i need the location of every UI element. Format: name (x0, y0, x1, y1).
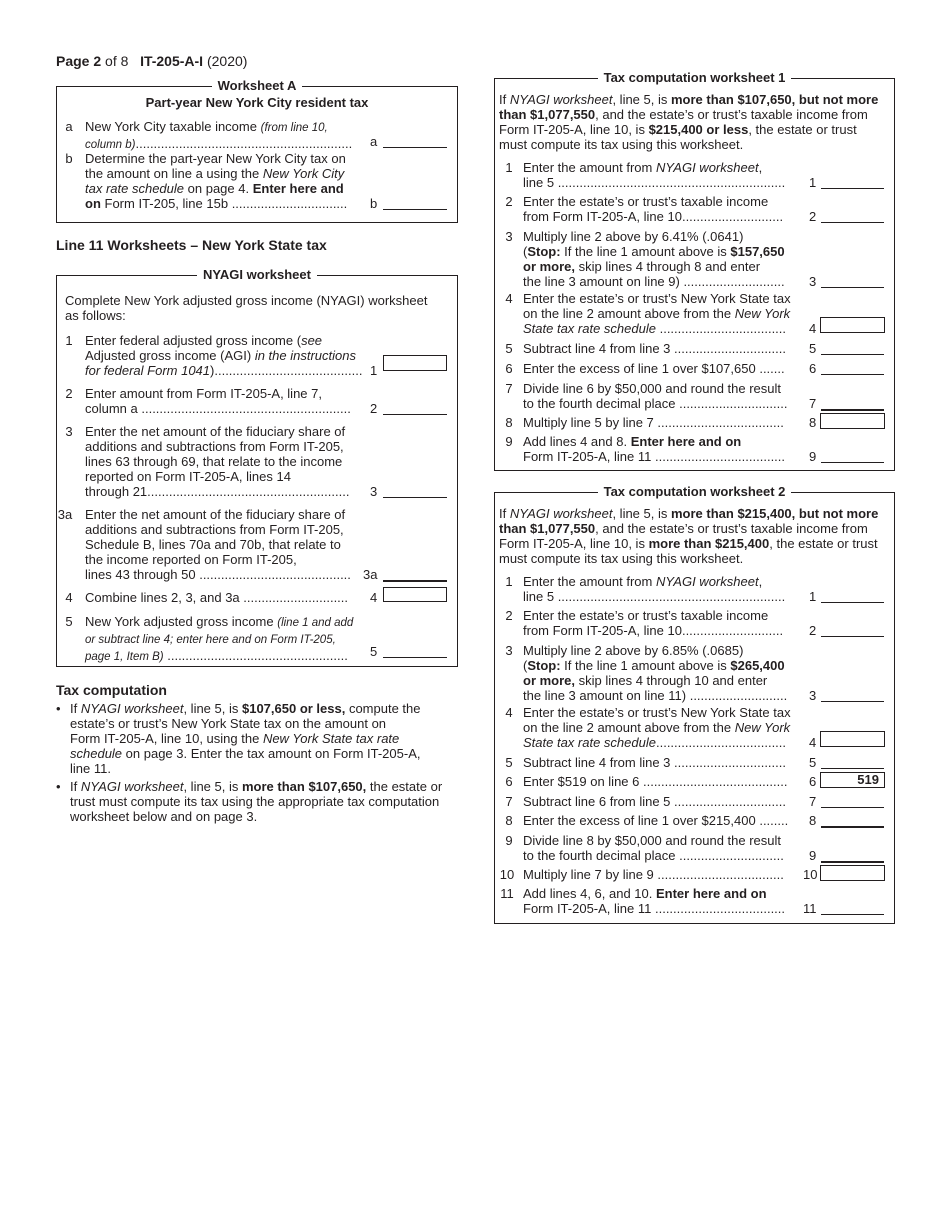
tax-computation-bullet-2: • If NYAGI worksheet, line 5, is more than $107,650, the estate or trust must compute its tax using the appropriate tax computation worksheet below and on page 3. (56, 779, 470, 824)
tcw2-line-9-field[interactable] (821, 860, 884, 863)
tcw1-line-6-field[interactable] (821, 373, 884, 375)
tcw1-intro: If NYAGI worksheet, line 5, is more than $107,650, but not more than $1,077,550, and the estate’s or trust’s taxable income from Form IT-205-A, line 10, is $215,400 or less, the estate or trust must compute its tax using this worksheet. (499, 92, 879, 152)
nyagi-line-1-field[interactable] (383, 355, 447, 371)
worksheet-a: Worksheet A Part-year New York City resident tax a New York City taxable income (from line 10, column b)............................................................ a b Determine the part-year New York City tax on the amount on line a using the New York City tax rate schedule on page 4. Enter here and on Form IT-205, line 15b ................................ b (56, 86, 458, 223)
tax-computation-worksheet-2: Tax computation worksheet 2 If NYAGI worksheet, line 5, is more than $215,400, but not more than $1,077,550, and the estate’s or trust’s taxable income from Form IT-205-A, line 10, is more than $215,400, the estate or trust must compute its tax using this worksheet. 1 Enter the amount from NYAGI worksheet, line 5 ............................................................... 1 2 Enter the estate’s or trust’s taxable income from Form IT-205-A, line 10............................ 2 3 Multiply line 2 above by 6.85% (.0685) (Stop: If the line 1 amount above is $265,400 or more, skip lines 4 through 10 and enter the line 3 amount on line 11) ........................... 3 4 Enter the estate’s or trust’s New York State tax on the line 2 amount above from the New York State tax rate schedule.................................... 4 5 Subtract line 4 from line 3 ............................... 5 6 Enter $519 on line 6 ........................................ 6 519 7 Subtract line 6 from line 5 ............................... 7 8 Enter the excess of line 1 over $215,400 ........ 8 9 Divide line 8 by $50,000 and round the result to the fourth decimal place ............................. 9 10 Multiply line 7 by line 9 ................................... 10 11 Add lines 4, 6, and 10. Enter here and on Form IT-205-A, line 11 .................................... 11 (494, 492, 895, 924)
tcw2-line-6-field[interactable]: 519 (820, 772, 885, 788)
tcw2-line-1-field[interactable] (821, 601, 884, 603)
tcw1-line-1-field[interactable] (821, 187, 884, 189)
worksheet-a-subtitle: Part-year New York City resident tax (145, 95, 369, 110)
form-year: (2020) (206, 53, 248, 69)
tcw2-line-11-field[interactable] (821, 913, 884, 915)
nyagi-line-3a-field[interactable] (383, 579, 447, 582)
nyagi-line-5-field[interactable] (383, 656, 447, 658)
tcw2-line-2-field[interactable] (821, 635, 884, 637)
tcw2-line-7-field[interactable] (821, 806, 884, 808)
page-number: Page 2 (56, 53, 102, 69)
nyagi-line-4-field[interactable] (383, 587, 447, 602)
tcw2-line-3-field[interactable] (821, 700, 884, 702)
nyagi-intro: Complete New York adjusted gross income (NYAGI) worksheet as follows: (65, 293, 428, 323)
tcw1-line-2-field[interactable] (821, 221, 884, 223)
tcw1-line-3-field[interactable] (821, 286, 884, 288)
tcw1-line-7-field[interactable] (821, 408, 884, 411)
nyagi-title: NYAGI worksheet (57, 267, 457, 283)
worksheet-a-title: Worksheet A (57, 78, 457, 94)
tcw1-line-5-field[interactable] (821, 353, 884, 355)
tax-computation-worksheet-1: Tax computation worksheet 1 If NYAGI worksheet, line 5, is more than $107,650, but not more than $1,077,550, and the estate’s or trust’s taxable income from Form IT-205-A, line 10, is $215,400 or less, the estate or trust must compute its tax using this worksheet. 1 Enter the amount from NYAGI worksheet, line 5 ............................................................... 1 2 Enter the estate’s or trust’s taxable income from Form IT-205-A, line 10............................ 2 3 Multiply line 2 above by 6.41% (.0641) (Stop: If the line 1 amount above is $157,650 or more, skip lines 4 through 8 and enter the line 3 amount on line 9) ............................ 3 4 Enter the estate’s or trust’s New York State tax on the line 2 amount above from the New York State tax rate schedule ................................... 4 5 Subtract line 4 from line 3 ............................... 5 6 Enter the excess of line 1 over $107,650 ....... 6 7 Divide line 6 by $50,000 and round the result to the fourth decimal place .............................. 7 8 Multiply line 5 by line 7 ................................... 8 9 Add lines 4 and 8. Enter here and on Form IT-205-A, line 11 .................................... 9 (494, 78, 895, 471)
nyagi-line-3-field[interactable] (383, 496, 447, 498)
tcw2-line-10-field[interactable] (820, 865, 885, 881)
tcw2-title: Tax computation worksheet 2 (495, 484, 894, 500)
nyagi-worksheet: NYAGI worksheet Complete New York adjusted gross income (NYAGI) worksheet as follows: 1 Enter federal adjusted gross income (see Adjusted gross income (AGI) in the instructions for federal Form 1041)......................................... 1 2 Enter amount from Form IT-205-A, line 7, column a .......................................................... 2 3 Enter the net amount of the fiduciary share of additions and subtractions from Form IT-205, lines 63 through 69, that relate to the income reported on Form IT-205-A, lines 14 through 21........................................................ 3 3a Enter the net amount of the fiduciary share of additions and subtractions from Form IT-205, Schedule B, lines 70a and 70b, that relate to the income reported on Form IT-205, lines 43 through 50 .......................................... 3a 4 Combine lines 2, 3, and 3a ............................. 4 5 New York adjusted gross income (line 1 and add or subtract line 4; enter here and on Form IT-205, page 1, Item B) .................................................. 5 (56, 275, 458, 667)
tcw1-line-4-field[interactable] (820, 317, 885, 333)
tax-computation-heading: Tax computation (56, 682, 167, 698)
line11-heading: Line 11 Worksheets – New York State tax (56, 237, 327, 253)
page-total: of 8 (105, 53, 129, 69)
worksheet-a-line-a-field[interactable] (383, 146, 447, 148)
form-number: IT-205-A-I (140, 53, 204, 69)
page-header (56, 53, 247, 69)
tcw1-line-8-field[interactable] (820, 413, 885, 429)
tcw1-line-9-field[interactable] (821, 461, 884, 463)
tcw2-line-5-field[interactable] (821, 767, 884, 769)
tcw1-title: Tax computation worksheet 1 (495, 70, 894, 86)
nyagi-line-2-field[interactable] (383, 413, 447, 415)
tcw2-line-8-field[interactable] (821, 825, 884, 828)
tcw2-line-4-field[interactable] (820, 731, 885, 747)
tcw2-intro: If NYAGI worksheet, line 5, is more than $215,400, but not more than $1,077,550, and the estate’s or trust’s taxable income from Form IT-205-A, line 10, is more than $215,400, the estate or trust must compute its tax using this worksheet. (499, 506, 879, 566)
tax-computation-bullet-1: • If NYAGI worksheet, line 5, is $107,650 or less, compute the estate’s or trust’s New York State tax on the amount on Form IT-205-A, line 10, using the New York State tax rate schedule on page 3. Enter the tax amount on Form IT-205-A, line 11. (56, 701, 470, 776)
worksheet-a-line-b-field[interactable] (383, 208, 447, 210)
